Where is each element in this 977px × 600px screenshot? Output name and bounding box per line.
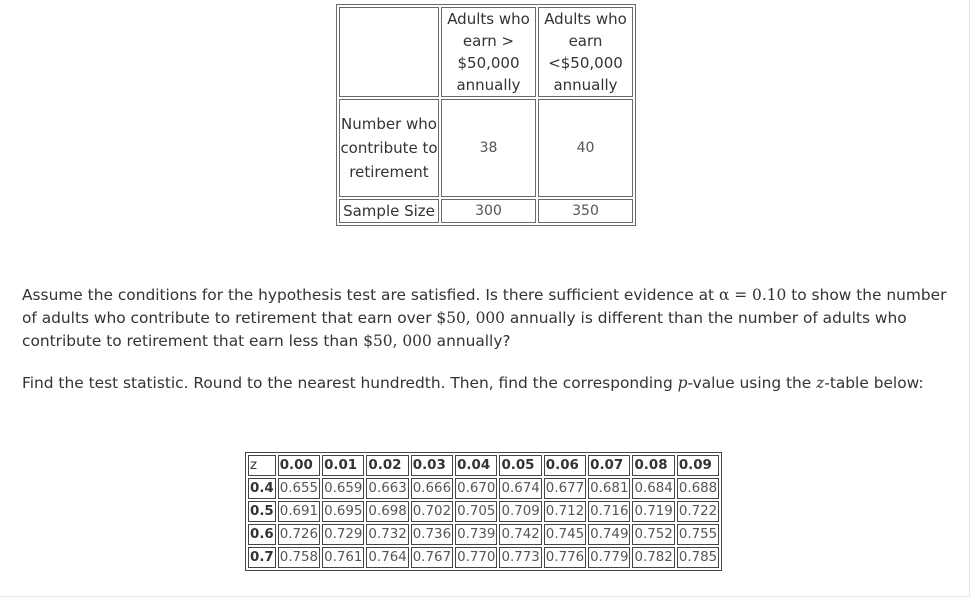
z-cell: 0.745 (544, 524, 586, 545)
question-text-d: annually? (431, 332, 511, 350)
z-table-row (248, 524, 719, 545)
z-cell: 0.752 (632, 524, 674, 545)
z-cell: 0.782 (632, 547, 674, 568)
instruction-paragraph (22, 372, 952, 395)
value-contributors-under: 40 (538, 99, 633, 197)
z-col-header: 0.09 (677, 455, 719, 476)
alpha-expression: α = 0.10 (718, 286, 787, 304)
z-cell: 0.761 (322, 547, 364, 568)
z-col-header: 0.01 (322, 455, 364, 476)
z-row-header: 0.7 (248, 547, 276, 568)
z-cell: 0.739 (455, 524, 497, 545)
z-cell: 0.779 (588, 547, 630, 568)
z-row-header: 0.5 (248, 501, 276, 522)
z-table-row (248, 547, 719, 568)
z-cell: 0.764 (366, 547, 408, 568)
question-paragraph (22, 284, 952, 353)
value-sample-over: 300 (441, 199, 536, 223)
z-cell: 0.666 (411, 478, 453, 499)
z-table-header-row (248, 455, 719, 476)
row-sample-size (339, 199, 633, 223)
summary-corner-cell (339, 7, 439, 97)
amount-under: $50, 000 (363, 332, 432, 350)
z-cell: 0.695 (322, 501, 364, 522)
z-cell: 0.755 (677, 524, 719, 545)
instruction-text-c: -table below: (824, 374, 924, 392)
z-row-header: 0.4 (248, 478, 276, 499)
z-cell: 0.712 (544, 501, 586, 522)
z-cell: 0.776 (544, 547, 586, 568)
z-col-header: 0.05 (499, 455, 541, 476)
z-header-label: z (248, 455, 276, 476)
instruction-text-b: -value using the (687, 374, 817, 392)
instruction-text-a: Find the test statistic. Round to the nearest hundredth. Then, find the corresponding (22, 374, 678, 392)
header-under-50000: Adults who earn <$50,000 annually (538, 7, 633, 97)
value-contributors-over: 38 (441, 99, 536, 197)
row-label-contributors: Number who contribute to retirement (339, 99, 439, 197)
question-text-a: Assume the conditions for the hypothesis test are satisfied. Is there sufficient evidence at (22, 286, 719, 304)
amount-over: $50, 000 (436, 309, 505, 327)
z-cell: 0.663 (366, 478, 408, 499)
z-col-header: 0.02 (366, 455, 408, 476)
z-cell: 0.749 (588, 524, 630, 545)
z-cell: 0.742 (499, 524, 541, 545)
z-cell: 0.785 (677, 547, 719, 568)
header-over-50000: Adults who earn > $50,000 annually (441, 7, 536, 97)
z-cell: 0.705 (455, 501, 497, 522)
z-table (245, 452, 722, 571)
z-cell: 0.758 (278, 547, 320, 568)
z-cell: 0.670 (455, 478, 497, 499)
z-cell: 0.719 (632, 501, 674, 522)
z-cell: 0.716 (588, 501, 630, 522)
z-table-row (248, 501, 719, 522)
value-sample-under: 350 (538, 199, 633, 223)
z-col-header: 0.06 (544, 455, 586, 476)
z-cell: 0.709 (499, 501, 541, 522)
z-cell: 0.702 (411, 501, 453, 522)
z-cell: 0.688 (677, 478, 719, 499)
z-cell: 0.659 (322, 478, 364, 499)
z-cell: 0.732 (366, 524, 408, 545)
z-cell: 0.729 (322, 524, 364, 545)
z-cell: 0.726 (278, 524, 320, 545)
z-table-row (248, 478, 719, 499)
z-cell: 0.684 (632, 478, 674, 499)
z-cell: 0.677 (544, 478, 586, 499)
z-cell: 0.770 (455, 547, 497, 568)
z-col-header: 0.07 (588, 455, 630, 476)
z-cell: 0.681 (588, 478, 630, 499)
z-cell: 0.698 (366, 501, 408, 522)
p-variable: p (677, 374, 688, 392)
question-text-b: to show the number of adults who contribute to retirement that earn over (22, 286, 947, 327)
z-cell: 0.691 (278, 501, 320, 522)
z-cell: 0.674 (499, 478, 541, 499)
row-contributors (339, 99, 633, 197)
z-cell: 0.773 (499, 547, 541, 568)
summary-header-row (339, 7, 633, 97)
z-variable: z (816, 374, 825, 392)
z-col-header: 0.00 (278, 455, 320, 476)
question-text-c: annually is different than the number of adults who contribute to retirement that earn less than (22, 309, 907, 350)
summary-table (336, 4, 636, 226)
z-row-header: 0.6 (248, 524, 276, 545)
z-cell: 0.767 (411, 547, 453, 568)
z-col-header: 0.04 (455, 455, 497, 476)
z-cell: 0.736 (411, 524, 453, 545)
z-col-header: 0.03 (411, 455, 453, 476)
z-col-header: 0.08 (632, 455, 674, 476)
row-label-sample-size: Sample Size (339, 199, 439, 223)
z-cell: 0.655 (278, 478, 320, 499)
z-cell: 0.722 (677, 501, 719, 522)
